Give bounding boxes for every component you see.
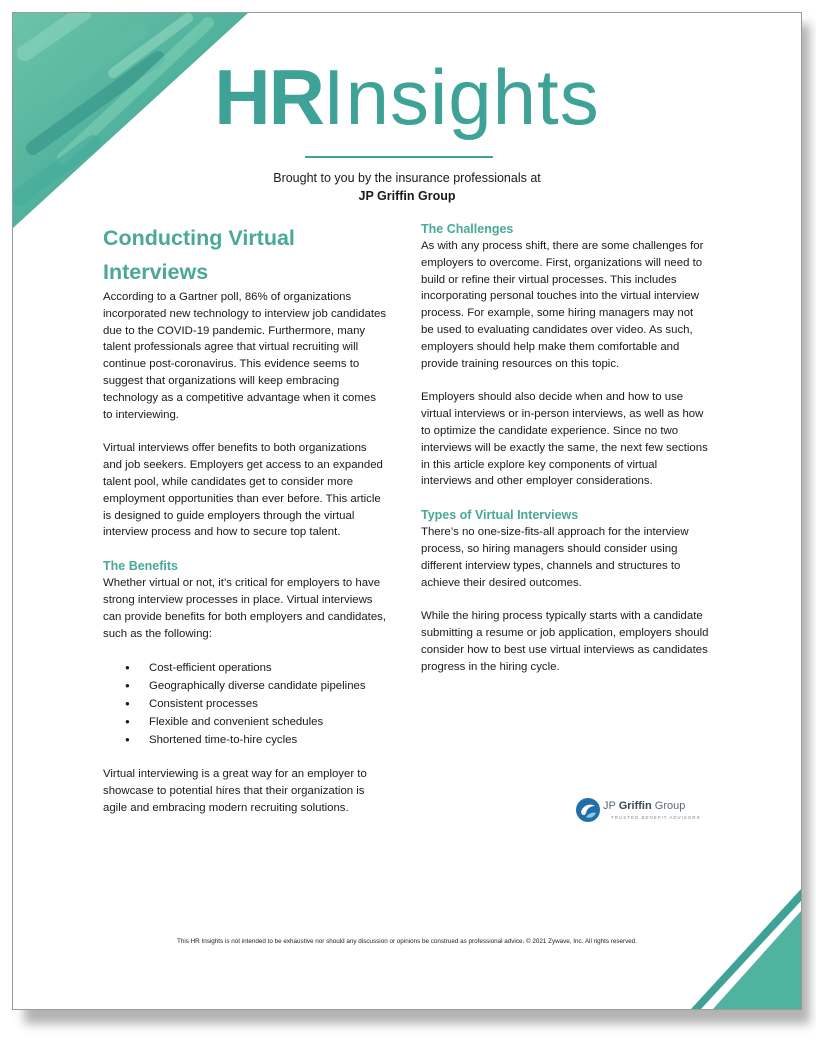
jp-griffin-logo [575, 797, 705, 827]
jp-griffin-tagline: TRUSTED BENEFIT ADVISORS [611, 815, 701, 820]
left-column [103, 221, 388, 817]
list-item: ● Shortened time-to-hire cycles [103, 731, 388, 749]
list-item: ● Consistent processes [103, 695, 388, 713]
closing-paragraph: Virtual interviewing is a great way for an employer to showcase to potential hires that their organization is agile and embracing modern recruiting solutions. [103, 768, 367, 814]
challenges-paragraph-1: As with any process shift, there are some challenges for employers to overcome. First, organizations will need to build or refine their virtual processes. This includes incorporating personal touches into the virtual interview process. For example, some hiring managers may not be used to evaluating candidates over video. As such, employers should help make them comfortable and provide training resources on this topic. [421, 240, 704, 370]
benefits-list [103, 659, 388, 749]
challenges-paragraph-2: Employers should also decide when and how to use virtual interviews or in-person interviews, as well as how to optimize the candidate experience. Since no two interviews will be exactly the same, the next few sections in this article explore key components of virtual interviews and other employer considerations. [421, 391, 708, 488]
benefits-paragraph: Whether virtual or not, it’s critical for employers to have strong interview processes in place. Virtual interviews can provide benefits for both employers and candidates, such as the following: [103, 577, 387, 640]
jp-griffin-wordmark: JP Griffin Group [603, 800, 686, 812]
footer-disclaimer: This HR Insights is not intended to be exhaustive nor should any discussion or opinions be construed as professional advice. © 2021 Zywave, Inc. All rights reserved. [176, 938, 637, 945]
benefits-heading: The Benefits [103, 559, 179, 574]
document-page [12, 12, 802, 1010]
hr-insights-logo [13, 55, 801, 139]
types-paragraph-1: There’s no one-size-fits-all approach for the interview process, so hiring managers should consider using different interview types, channels and structures to achieve their desired outcomes. [421, 526, 689, 589]
types-paragraph-2: While the hiring process typically starts with a candidate submitting a resume or job application, employers should consider how to best use virtual interviews as candidates progress in the hiring cycle. [421, 610, 709, 673]
list-item: ● Cost-efficient operations [103, 659, 388, 677]
right-column [421, 221, 709, 676]
header-divider [305, 156, 493, 158]
intro-paragraph-1: According to a Gartner poll, 86% of organizations incorporated new technology to interview job candidates due to the COVID-19 pandemic. Furthermore, many talent professionals agree that virtual recruiting will continue post-coronavirus. This evidence seems to suggest that organizations will keep embracing technology as a competitive advantage when it comes to interviewing. [103, 291, 387, 421]
logo-hr: HR [214, 53, 323, 141]
types-heading: Types of Virtual Interviews [421, 508, 579, 523]
company-name: JP Griffin Group [358, 189, 456, 203]
griffin-logo-icon [575, 797, 601, 823]
brought-by-text: Brought to you by the insurance professionals at [273, 171, 541, 185]
intro-paragraph-2: Virtual interviews offer benefits to both organizations and job seekers. Employers get access to an expanded talent pool, while candidates get to consider more employment opportunities than ever before. This article is designed to guide employers through the virtual interview process and how to secure top talent. [103, 442, 383, 539]
list-item: ● Flexible and convenient schedules [103, 713, 388, 731]
logo-insights: Insights [322, 53, 600, 141]
challenges-heading: The Challenges [421, 222, 514, 236]
list-item: ● Geographically diverse candidate pipelines [103, 677, 388, 695]
bottom-corner-decoration [691, 889, 801, 1009]
article-title: Conducting Virtual Interviews [103, 226, 295, 284]
